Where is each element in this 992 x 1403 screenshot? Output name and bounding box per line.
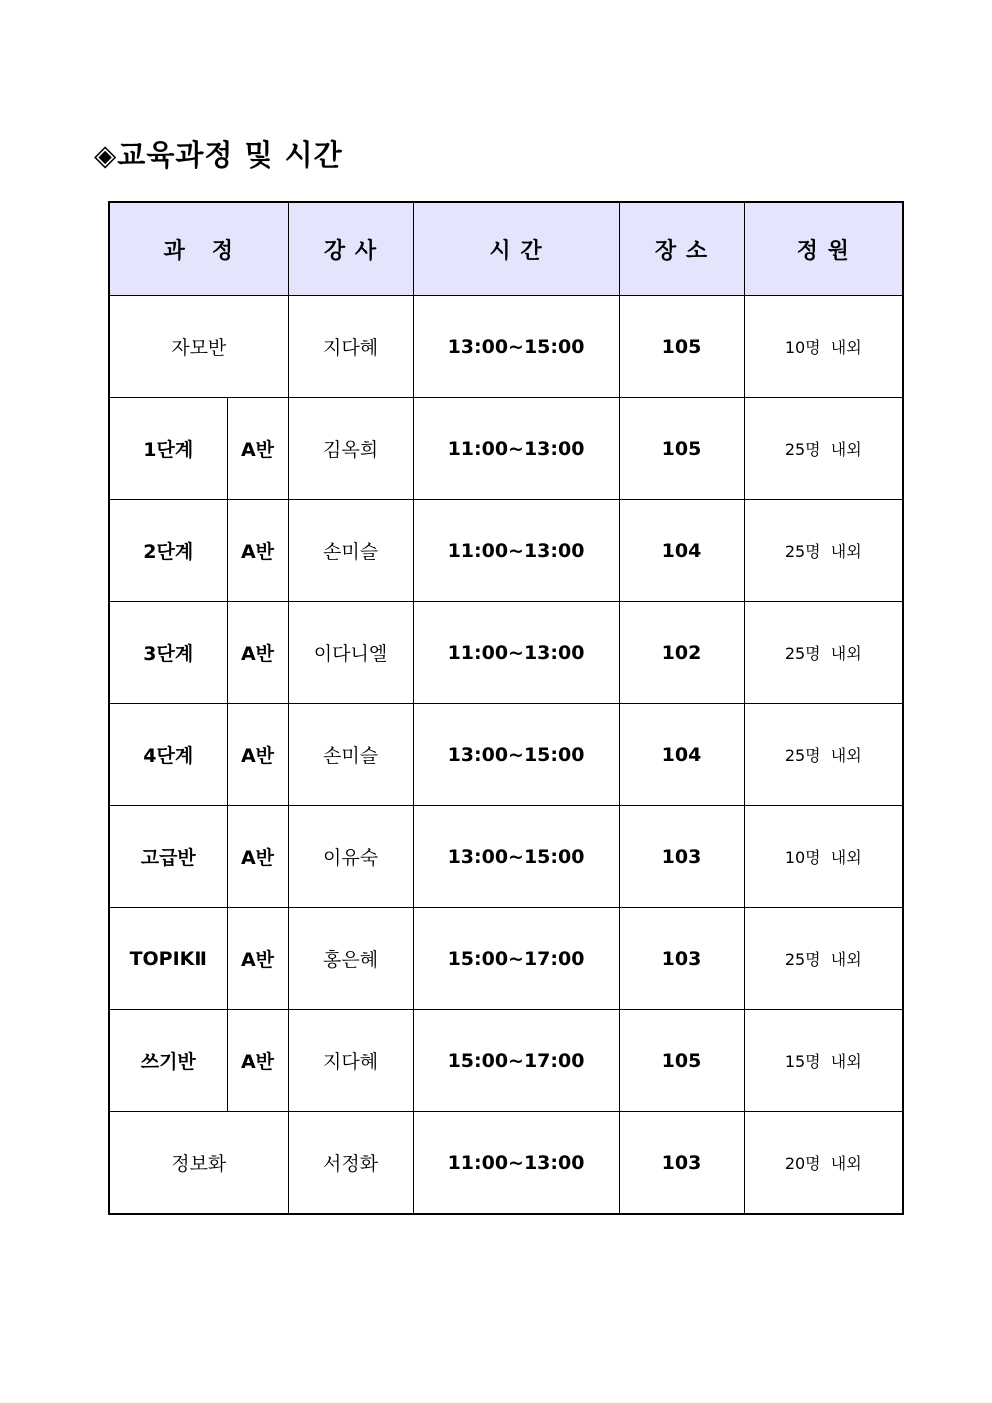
table-header-row: [109, 202, 903, 296]
time-cell: 13:00~15:00: [413, 704, 619, 806]
instructor-cell: 지다혜: [288, 1010, 413, 1112]
room-cell: 104: [619, 704, 744, 806]
header-instructor: 강 사: [288, 202, 413, 296]
table-row: [109, 908, 903, 1010]
header-capacity: 정 원: [744, 202, 903, 296]
capacity-cell: 25명 내외: [744, 602, 903, 704]
time-cell: 13:00~15:00: [413, 806, 619, 908]
table-row: [109, 398, 903, 500]
instructor-cell: 서정화: [288, 1112, 413, 1215]
instructor-cell: 김옥희: [288, 398, 413, 500]
section-cell: A반: [227, 806, 288, 908]
room-cell: 103: [619, 908, 744, 1010]
level-cell: 2단계: [109, 500, 227, 602]
level-cell: TOPIKⅡ: [109, 908, 227, 1010]
section-cell: A반: [227, 1010, 288, 1112]
time-cell: 13:00~15:00: [413, 296, 619, 398]
level-cell: 3단계: [109, 602, 227, 704]
instructor-cell: 이유숙: [288, 806, 413, 908]
instructor-cell: 손미슬: [288, 500, 413, 602]
capacity-cell: 20명 내외: [744, 1112, 903, 1215]
room-cell: 102: [619, 602, 744, 704]
section-cell: A반: [227, 704, 288, 806]
room-cell: 103: [619, 806, 744, 908]
capacity-cell: 25명 내외: [744, 908, 903, 1010]
time-cell: 11:00~13:00: [413, 602, 619, 704]
capacity-cell: 10명 내외: [744, 296, 903, 398]
capacity-cell: 25명 내외: [744, 500, 903, 602]
level-cell: 1단계: [109, 398, 227, 500]
room-cell: 105: [619, 296, 744, 398]
capacity-cell: 15명 내외: [744, 1010, 903, 1112]
section-cell: A반: [227, 500, 288, 602]
capacity-cell: 25명 내외: [744, 398, 903, 500]
time-cell: 15:00~17:00: [413, 908, 619, 1010]
instructor-cell: 지다혜: [288, 296, 413, 398]
table-row: [109, 296, 903, 398]
header-room: 장 소: [619, 202, 744, 296]
time-cell: 15:00~17:00: [413, 1010, 619, 1112]
section-cell: A반: [227, 908, 288, 1010]
room-cell: 104: [619, 500, 744, 602]
room-cell: 105: [619, 1010, 744, 1112]
table-row: [109, 704, 903, 806]
level-cell: 쓰기반: [109, 1010, 227, 1112]
level-cell: 4단계: [109, 704, 227, 806]
instructor-cell: 손미슬: [288, 704, 413, 806]
capacity-cell: 10명 내외: [744, 806, 903, 908]
header-time: 시 간: [413, 202, 619, 296]
table-row: [109, 806, 903, 908]
section-cell: A반: [227, 398, 288, 500]
time-cell: 11:00~13:00: [413, 398, 619, 500]
capacity-cell: 25명 내외: [744, 704, 903, 806]
page-title: ◈교육과정 및 시간: [94, 138, 343, 172]
instructor-cell: 이다니엘: [288, 602, 413, 704]
course-cell: 자모반: [109, 296, 288, 398]
level-cell: 고급반: [109, 806, 227, 908]
course-cell: 정보화: [109, 1112, 288, 1215]
room-cell: 105: [619, 398, 744, 500]
room-cell: 103: [619, 1112, 744, 1215]
table-row: [109, 1112, 903, 1215]
instructor-cell: 홍은혜: [288, 908, 413, 1010]
table-row: [109, 1010, 903, 1112]
header-course: 과 정: [109, 202, 288, 296]
table-row: [109, 500, 903, 602]
course-schedule-table: [108, 201, 904, 1215]
time-cell: 11:00~13:00: [413, 500, 619, 602]
section-cell: A반: [227, 602, 288, 704]
table-row: [109, 602, 903, 704]
time-cell: 11:00~13:00: [413, 1112, 619, 1215]
